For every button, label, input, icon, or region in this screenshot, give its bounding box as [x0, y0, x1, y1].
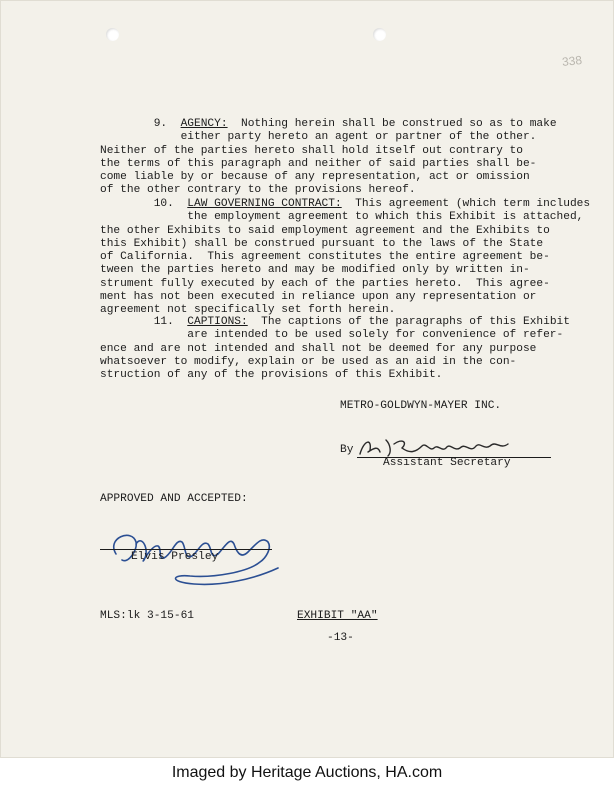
- exhibit-label: EXHIBIT "AA": [297, 610, 378, 622]
- text-line: this Exhibit) shall be construed pursuant to the laws of the State: [100, 237, 544, 250]
- text-line: [100, 118, 565, 131]
- by-label: By: [340, 444, 354, 456]
- paragraph-heading: CAPTIONS:: [187, 316, 248, 328]
- text-line: the employment agreement to which this Exhibit is attached,: [100, 211, 584, 224]
- paragraph-agency: [100, 118, 565, 198]
- punch-hole: [373, 28, 386, 41]
- signer-title: Assistant Secretary: [383, 457, 511, 469]
- text-line: strument fully executed by each of the parties hereto. This agree-: [100, 277, 550, 290]
- paragraph-captions: [100, 316, 570, 382]
- pencil-margin-note: 338: [561, 52, 583, 70]
- paragraph-heading: LAW GOVERNING CONTRACT:: [187, 198, 342, 210]
- text-line: struction of any of the provisions of this Exhibit.: [100, 369, 443, 382]
- text-line: whatsoever to modify, explain or be used as an aid in the con-: [100, 355, 517, 368]
- paragraph-text: Nothing herein shall be construed so as to make: [227, 118, 557, 130]
- text-line: agreement not specifically set forth herein.: [100, 304, 396, 317]
- paragraph-heading: AGENCY:: [180, 118, 228, 130]
- paragraph-number: 10.: [100, 198, 188, 210]
- page-number: -13-: [327, 632, 354, 644]
- text-line: of California. This agreement constitutes the entire agreement be-: [100, 251, 550, 264]
- image-credit: Imaged by Heritage Auctions, HA.com: [0, 758, 614, 788]
- reference-initials: MLS:lk 3-15-61: [100, 610, 194, 622]
- text-line: [100, 316, 570, 329]
- company-name: METRO-GOLDWYN-MAYER INC.: [340, 400, 502, 412]
- text-line: the terms of this paragraph and neither of said parties shall be-: [100, 157, 537, 170]
- text-line: the other Exhibits to said employment agreement and the Exhibits to: [100, 224, 550, 237]
- text-line: [100, 198, 591, 211]
- paragraph-text: This agreement (which term includes: [341, 198, 591, 210]
- paragraph-law-governing-contract: [100, 198, 591, 318]
- punch-hole: [106, 28, 119, 41]
- text-line: of the other contrary to the provisions hereof.: [100, 184, 416, 197]
- paragraph-text: The captions of the paragraphs of this Exhibit: [247, 316, 570, 328]
- paragraph-number: 11.: [100, 316, 188, 328]
- approved-label: APPROVED AND ACCEPTED:: [100, 493, 248, 505]
- text-line: Neither of the parties hereto shall hold itself out contrary to: [100, 144, 523, 157]
- text-line: ment has not been executed in reliance upon any representation or: [100, 291, 537, 304]
- text-line: are intended to be used solely for convenience of refer-: [100, 329, 564, 342]
- approver-signature-line: [100, 549, 272, 550]
- text-line: come liable by or because of any representation, act or omission: [100, 171, 530, 184]
- text-line: ence and are not intended and shall not be deemed for any purpose: [100, 342, 537, 355]
- paragraph-number: 9.: [100, 118, 181, 130]
- approver-name: Elvis Presley: [131, 551, 219, 563]
- text-line: tween the parties hereto and may be modified only by written in-: [100, 264, 530, 277]
- text-line: either party hereto an agent or partner of the other.: [100, 131, 537, 144]
